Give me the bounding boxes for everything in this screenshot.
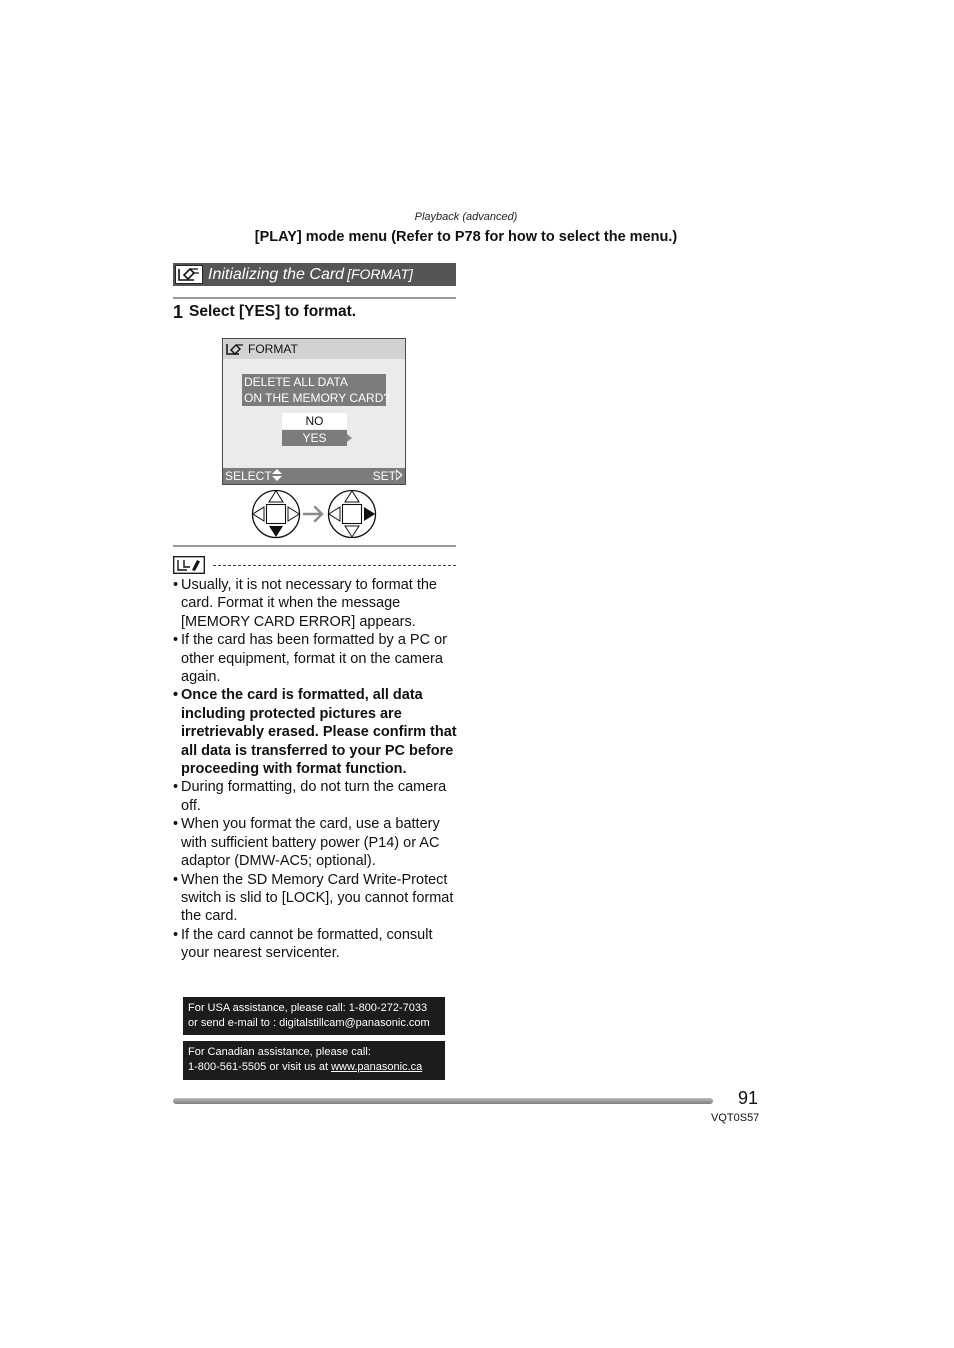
right-arrow-icon	[396, 469, 402, 481]
section-subtitle: [FORMAT]	[347, 266, 413, 282]
lcd-confirm-message	[242, 374, 391, 406]
lcd-set-hint	[373, 468, 402, 484]
canada-assistance-box	[183, 1041, 445, 1080]
menu-reference: [PLAY] mode menu (Refer to P78 for how to select the menu.)	[254, 229, 678, 245]
note-item: • When you format the card, use a battery with sufficient battery power (P14) or AC adaptor (DMW-AC5; optional).	[173, 815, 457, 870]
lcd-screen	[222, 338, 406, 485]
note-item-warning: • Once the card is formatted, all data including protected pictures are irretrievably erased. Please confirm that all data is transferred to your PC before proceeding with format function.	[173, 686, 457, 778]
note-icon	[173, 556, 205, 574]
step-number: 1	[173, 302, 184, 322]
panasonic-ca-link[interactable]: www.panasonic.ca	[331, 1061, 423, 1073]
notes-divider	[173, 545, 456, 547]
section-title-bar	[173, 263, 456, 286]
footer-bar	[173, 1098, 713, 1104]
lcd-set-label: SET	[372, 469, 396, 483]
lcd-message-line: DELETE ALL DATA	[244, 375, 348, 389]
lcd-option-yes[interactable]: YES	[282, 430, 347, 446]
canada-web-prefix: 1-800-561-5505 or visit us at	[188, 1061, 332, 1073]
lcd-message-line: ON THE MEMORY CARD?	[244, 391, 391, 405]
section-title	[208, 264, 413, 285]
canada-web-line	[188, 1060, 440, 1075]
usa-email-line: or send e-mail to : digitalstillcam@panasonic.com	[188, 1017, 430, 1029]
up-down-arrows-icon	[272, 469, 282, 481]
running-head: Playback (advanced)	[414, 211, 518, 223]
note-item: • If the card has been formatted by a PC or other equipment, format it on the camera again.	[173, 631, 457, 686]
selection-arrow-icon	[347, 434, 352, 442]
step-instruction: Select [YES] to format.	[189, 303, 357, 320]
section-divider	[173, 297, 456, 299]
usa-phone-line: For USA assistance, please call: 1-800-272-7033	[188, 1002, 428, 1014]
format-card-icon	[175, 265, 203, 284]
usa-assistance-box	[183, 997, 445, 1035]
format-icon	[226, 342, 245, 356]
notes-list	[173, 576, 457, 963]
lcd-footer	[223, 468, 405, 484]
lcd-header	[223, 339, 405, 359]
page-number: 91	[738, 1088, 759, 1108]
canada-phone-line: For Canadian assistance, please call:	[188, 1046, 371, 1058]
cursor-button-diagram	[250, 488, 378, 540]
note-item: • If the card cannot be formatted, consult your nearest servicenter.	[173, 926, 457, 963]
arrow-right-icon	[304, 507, 322, 521]
lcd-title: FORMAT	[248, 342, 298, 356]
lcd-option-no[interactable]: NO	[282, 413, 347, 429]
note-item: • During formatting, do not turn the camera off.	[173, 778, 457, 815]
model-code: VQT0S57	[711, 1112, 760, 1124]
section-title-text: Initializing the Card	[208, 266, 345, 283]
cursor-dial-down	[253, 491, 300, 538]
note-item: • Usually, it is not necessary to format the card. Format it when the message [MEMORY CARD ERROR] appears.	[173, 576, 457, 631]
cursor-dial-right	[329, 491, 376, 538]
lcd-select-label: SELECT	[225, 469, 272, 483]
notes-dashed-line	[213, 565, 456, 566]
note-item: • When the SD Memory Card Write-Protect switch is slid to [LOCK], you cannot format the card.	[173, 871, 457, 926]
lcd-select-hint	[225, 468, 282, 484]
